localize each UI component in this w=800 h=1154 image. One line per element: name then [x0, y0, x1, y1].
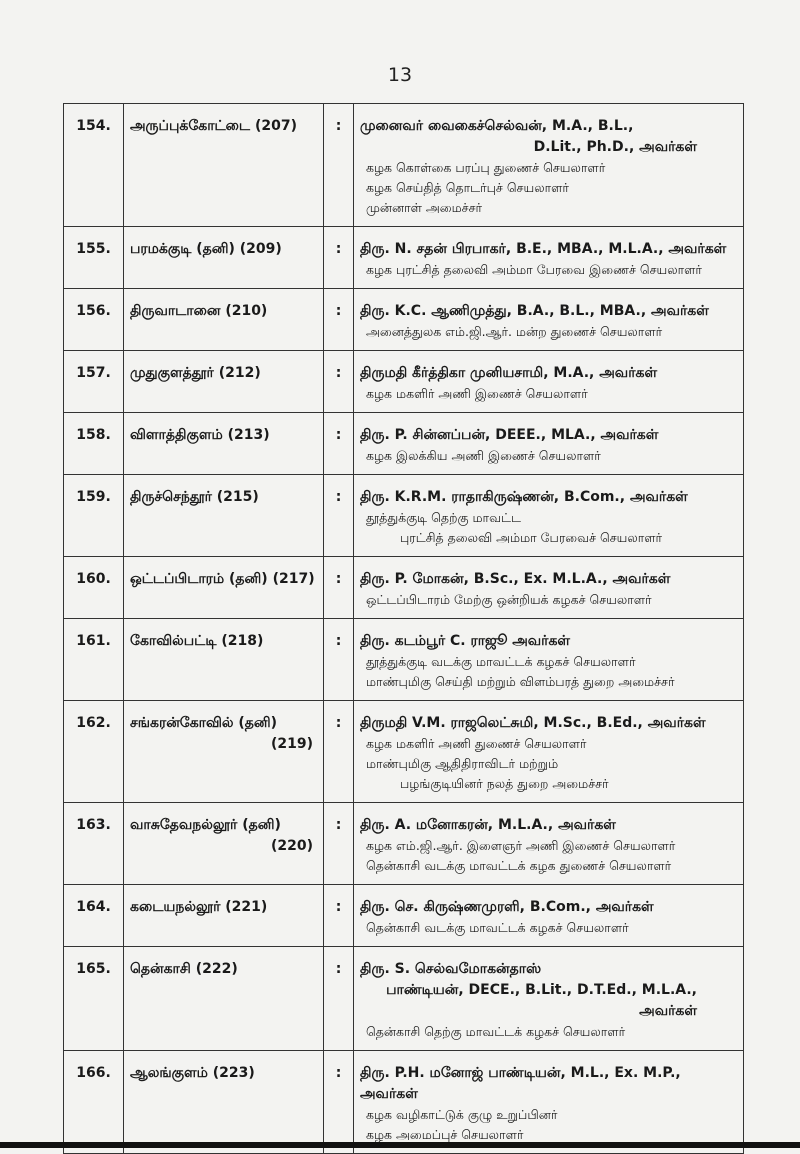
constituency-cell [124, 289, 324, 351]
candidate-designation: கழக இலக்கிய அணி இணைச் செயலாளர் [366, 448, 601, 463]
table-row [64, 475, 744, 557]
candidate-name: திரு. கடம்பூர் C. ராஜூ அவர்கள் [360, 633, 571, 649]
constituency-name: கடையநல்லூர் (221) [130, 899, 268, 915]
table-row [64, 104, 744, 227]
constituency-name: விளாத்திகுளம் (213) [130, 427, 270, 443]
candidate-details [354, 227, 744, 289]
candidate-designation: கழக மகளிர் அணி துணைச் செயலாளர் [366, 736, 587, 751]
constituency-cell [124, 475, 324, 557]
constituency-name: திருவாடானை (210) [130, 303, 268, 319]
candidate-details [354, 104, 744, 227]
colon-separator: : [324, 557, 354, 619]
candidate-details [354, 619, 744, 701]
serial-number: 163. [64, 803, 124, 885]
candidate-name: திரு. K.R.M. ராதாகிருஷ்ணன், B.Com., அவர்கள் [360, 489, 688, 505]
constituency-cell [124, 803, 324, 885]
table-row [64, 413, 744, 475]
table-row [64, 619, 744, 701]
constituency-cell [124, 104, 324, 227]
constituency-cell [124, 947, 324, 1051]
candidate-designation: கழக கொள்கை பரப்பு துணைச் செயலாளர் [366, 160, 606, 175]
serial-number: 162. [64, 701, 124, 803]
bottom-edge-bar [0, 1142, 800, 1148]
candidate-designation: கழக செய்தித் தொடர்புச் செயலாளர் [366, 180, 569, 195]
colon-separator: : [324, 701, 354, 803]
colon-separator: : [324, 351, 354, 413]
constituency-number: (220) [270, 838, 313, 854]
candidate-designation: புரட்சித் தலைவி அம்மா பேரவைச் செயலாளர் [400, 530, 663, 545]
candidate-name: திரு. P. சின்னப்பன், DEEE., MLA., அவர்கள் [360, 427, 659, 443]
candidate-details [354, 289, 744, 351]
constituency-cell [124, 351, 324, 413]
colon-separator: : [324, 1051, 354, 1154]
candidate-designation: தென்காசி வடக்கு மாவட்டக் கழக துணைச் செயலாளர் [366, 858, 672, 873]
serial-number: 159. [64, 475, 124, 557]
constituency-name: ஒட்டப்பிடாரம் (தனி) (217) [130, 571, 315, 587]
colon-separator: : [324, 619, 354, 701]
colon-separator: : [324, 803, 354, 885]
candidate-details [354, 885, 744, 947]
candidate-name: திரு. K.C. ஆணிமுத்து, B.A., B.L., MBA., அவர்கள் [360, 303, 709, 319]
constituency-cell [124, 227, 324, 289]
serial-number: 157. [64, 351, 124, 413]
candidate-designation: முன்னாள் அமைச்சர் [366, 200, 483, 215]
colon-separator: : [324, 104, 354, 227]
colon-separator: : [324, 947, 354, 1051]
candidate-designation: கழக வழிகாட்டுக் குழு உறுப்பினர் [366, 1107, 558, 1122]
constituency-name: சங்கரன்கோவில் (தனி) [130, 715, 278, 731]
candidate-designation: ஒட்டப்பிடாரம் மேற்கு ஒன்றியக் கழகச் செயலாளர் [366, 592, 652, 607]
candidate-name: திரு. A. மனோகரன், M.L.A., அவர்கள் [360, 817, 616, 833]
constituency-cell [124, 885, 324, 947]
page-number: 13 [387, 64, 413, 86]
candidate-table [63, 103, 744, 1154]
constituency-name: அருப்புக்கோட்டை (207) [130, 118, 297, 134]
table-row [64, 227, 744, 289]
constituency-name: திருச்செந்தூர் (215) [130, 489, 259, 505]
constituency-cell [124, 619, 324, 701]
constituency-cell [124, 557, 324, 619]
table-row [64, 803, 744, 885]
constituency-cell [124, 1051, 324, 1154]
candidate-name-continued: D.Lit., Ph.D., அவர்கள் [533, 139, 697, 155]
candidate-details [354, 947, 744, 1051]
candidate-name: முனைவர் வைகைச்செல்வன், M.A., B.L., [360, 118, 634, 134]
constituency-number: (219) [270, 736, 313, 752]
candidate-details [354, 701, 744, 803]
table-row [64, 351, 744, 413]
candidate-designation: கழக மகளிர் அணி இணைச் செயலாளர் [366, 386, 588, 401]
table-row [64, 289, 744, 351]
colon-separator: : [324, 289, 354, 351]
constituency-name: தென்காசி (222) [130, 961, 238, 977]
candidate-designation: பழங்குடியினர் நலத் துறை அமைச்சர் [400, 776, 609, 791]
candidate-designation: தூத்துக்குடி வடக்கு மாவட்டக் கழகச் செயலாளர் [366, 654, 636, 669]
table-row [64, 947, 744, 1051]
candidate-designation: மாண்புமிகு செய்தி மற்றும் விளம்பரத் துறை அமைச்சர் [366, 674, 675, 689]
serial-number: 160. [64, 557, 124, 619]
constituency-name: வாசுதேவநல்லூர் (தனி) [130, 817, 281, 833]
serial-number: 155. [64, 227, 124, 289]
candidate-designation: அனைத்துலக எம்.ஜி.ஆர். மன்ற துணைச் செயலாளர் [366, 324, 663, 339]
constituency-cell [124, 413, 324, 475]
serial-number: 156. [64, 289, 124, 351]
candidate-name: திரு. S. செல்வமோகன்தாஸ் [360, 961, 542, 977]
candidate-name: திருமதி V.M. ராஜலெட்சுமி, M.Sc., B.Ed., அவர்கள் [360, 715, 706, 731]
serial-number: 158. [64, 413, 124, 475]
candidate-name: திரு. P.H. மனோஜ் பாண்டியன், M.L., Ex. M.P., அவர்கள் [360, 1065, 681, 1102]
candidate-details [354, 557, 744, 619]
constituency-name: ஆலங்குளம் (223) [130, 1065, 255, 1081]
serial-number: 165. [64, 947, 124, 1051]
table-row [64, 885, 744, 947]
constituency-name: கோவில்பட்டி (218) [130, 633, 264, 649]
candidate-name: திரு. செ. கிருஷ்ணமுரளி, B.Com., அவர்கள் [360, 899, 654, 915]
candidate-details [354, 1051, 744, 1154]
table-row [64, 1051, 744, 1154]
colon-separator: : [324, 413, 354, 475]
candidate-details [354, 475, 744, 557]
serial-number: 161. [64, 619, 124, 701]
candidate-designation: கழக எம்.ஜி.ஆர். இளைஞர் அணி இணைச் செயலாளர் [366, 838, 676, 853]
candidate-name: திருமதி கீர்த்திகா முனியசாமி, M.A., அவர்கள் [360, 365, 658, 381]
candidate-designation: தூத்துக்குடி தெற்கு மாவட்ட [366, 510, 521, 525]
candidate-designation: கழக அமைப்புச் செயலாளர் [366, 1127, 524, 1142]
serial-number: 166. [64, 1051, 124, 1154]
serial-number: 154. [64, 104, 124, 227]
candidate-designation: கழக புரட்சித் தலைவி அம்மா பேரவை இணைச் செயலாளர் [366, 262, 702, 277]
candidate-details [354, 351, 744, 413]
candidate-details [354, 413, 744, 475]
candidate-designation: தென்காசி தெற்கு மாவட்டக் கழகச் செயலாளர் [366, 1024, 626, 1039]
constituency-name: முதுகுளத்தூர் (212) [130, 365, 261, 381]
candidate-name: திரு. N. சதன் பிரபாகர், B.E., MBA., M.L.A., அவர்கள் [360, 241, 727, 257]
candidate-name-continued: பாண்டியன், DECE., B.Lit., D.T.Ed., M.L.A., அவர்கள் [386, 982, 697, 1019]
table-row [64, 701, 744, 803]
colon-separator: : [324, 227, 354, 289]
candidate-name: திரு. P. மோகன், B.Sc., Ex. M.L.A., அவர்கள் [360, 571, 671, 587]
candidate-designation: தென்காசி வடக்கு மாவட்டக் கழகச் செயலாளர் [366, 920, 629, 935]
candidate-designation: மாண்புமிகு ஆதிதிராவிடர் மற்றும் [366, 756, 559, 771]
table-row [64, 557, 744, 619]
colon-separator: : [324, 885, 354, 947]
constituency-cell [124, 701, 324, 803]
serial-number: 164. [64, 885, 124, 947]
colon-separator: : [324, 475, 354, 557]
candidate-details [354, 803, 744, 885]
constituency-name: பரமக்குடி (தனி) (209) [130, 241, 282, 257]
